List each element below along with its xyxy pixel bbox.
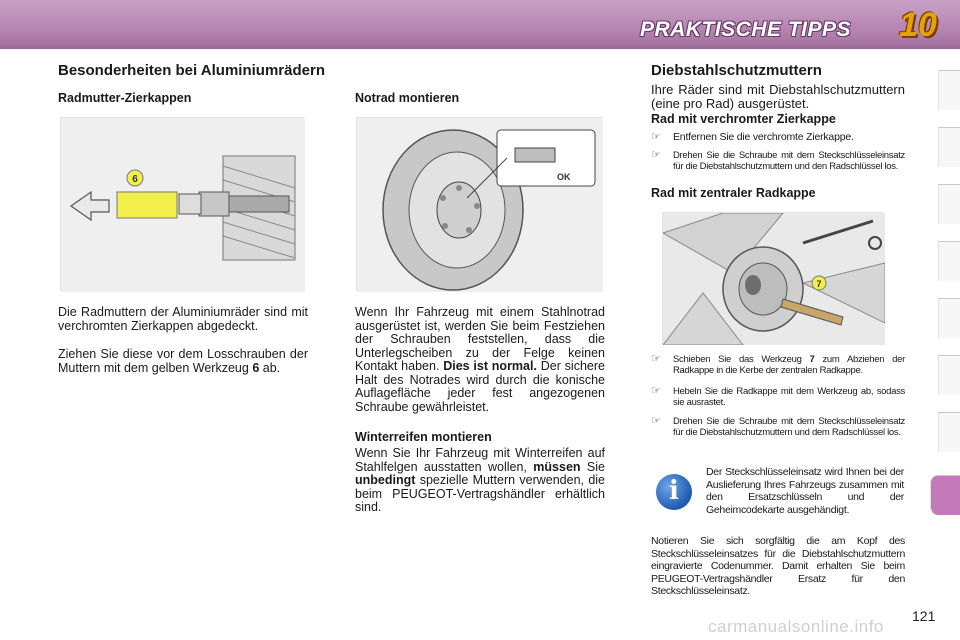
nut-caps-heading: Radmutter-Zierkappen xyxy=(58,91,192,105)
nut-cap-illustration xyxy=(60,117,304,291)
winter-tyres-paragraph: Wenn Sie Ihr Fahrzeug mit Winterreifen auf Stahlfelgen ausstatten wollen, müssen Sie unbedingt spezielle Muttern verwenden, die beim PEUGEOT-Vertragshändler erhältlich sind. xyxy=(355,446,605,514)
chapter-tab[interactable] xyxy=(938,241,960,281)
spare-wheel-paragraph: Wenn Ihr Fahrzeug mit einem Stahlnotrad ausgerüstet ist, werden Sie beim Festziehen der Schrauben feststellen, dass die Unterlegscheiben zu der Felge keinen Kontakt haben. Dies ist normal. Der sichere Halt des Notrades wird durch die konische Auflagefläche jeder fest angezogenen Schraube gewährleistet. xyxy=(355,305,605,414)
anti-theft-nuts-heading: Diebstahlschutzmuttern xyxy=(651,62,822,79)
page-number: 121 xyxy=(912,608,936,624)
nut-caps-paragraph-1: Die Radmuttern der Aluminiumräder sind mit verchromten Zierkappen abgedeckt. xyxy=(58,305,308,333)
spare-wheel-illustration xyxy=(356,117,602,291)
info-icon: i xyxy=(656,474,692,510)
chapter-tab[interactable] xyxy=(938,412,960,452)
ok-label: OK xyxy=(557,172,571,182)
hubcap-illustration xyxy=(662,212,884,344)
chapter-tab[interactable] xyxy=(938,355,960,395)
spare-wheel-heading: Notrad montieren xyxy=(355,91,460,105)
chapter-tab[interactable] xyxy=(938,70,960,110)
pointing-hand-icon: ☞ xyxy=(651,149,661,161)
pointing-hand-icon: ☞ xyxy=(651,385,661,397)
tool-number-label: 6 xyxy=(132,174,138,185)
chapter-tab-active[interactable] xyxy=(930,475,960,515)
pointing-hand-icon: ☞ xyxy=(651,131,661,143)
tool-number-label: 7 xyxy=(816,279,822,289)
pointing-hand-icon: ☞ xyxy=(651,415,661,427)
chapter-tabs xyxy=(936,70,960,570)
central-cap-heading: Rad mit zentraler Radkappe xyxy=(651,186,816,200)
pointing-hand-icon: ☞ xyxy=(651,353,661,365)
bullet-insert-tool: ☞ Schieben Sie das Werkzeug 7 zum Abziehen der Radkappe in die Kerbe der zentralen Radkappe. xyxy=(651,353,905,376)
chapter-number: 10 xyxy=(899,6,937,44)
watermark: carmanualsonline.info xyxy=(708,617,884,636)
chapter-tab[interactable] xyxy=(938,127,960,167)
code-note: Notieren Sie sich sorgfältig die am Kopf des Steckschlüsseleinsatzes für die Diebstahlschutzmuttern eingravierte Codenummer. Damit erhalten Sie beim PEUGEOT-Vertragshändler Ersatz für den Steckschlüsseleinsatz. xyxy=(651,535,905,597)
header-line xyxy=(0,46,960,49)
bullet-lever-cap: ☞ Hebeln Sie die Radkappe mit dem Werkzeug ab, sodass sie ausrastet. xyxy=(651,385,905,408)
anti-theft-intro: Ihre Räder sind mit Diebstahlschutzmuttern (eine pro Rad) ausgerüstet. xyxy=(651,82,905,111)
bullet-remove-cap: ☞ Entfernen Sie die verchromte Zierkappe. xyxy=(651,131,854,143)
aluminium-wheels-heading: Besonderheiten bei Aluminiumrädern xyxy=(58,62,325,79)
bullet-unscrew-2: ☞ Drehen Sie die Schraube mit dem Steckschlüsseleinsatz für die Diebstahlschutzmuttern und dem Radschlüssel los. xyxy=(651,415,905,438)
section-title: PRAKTISCHE TIPPS xyxy=(640,18,852,41)
chrome-cap-heading: Rad mit verchromter Zierkappe xyxy=(651,112,836,126)
chapter-tab[interactable] xyxy=(938,298,960,338)
info-text: Der Steckschlüsseleinsatz wird Ihnen bei der Auslieferung Ihres Fahrzeugs zusammen mit den Ersatzschlüsseln und der Geheimcodekarte ausgehändigt. xyxy=(706,466,904,516)
chapter-tab[interactable] xyxy=(938,184,960,224)
bullet-unscrew-1: ☞ Drehen Sie die Schraube mit dem Steckschlüsseleinsatz für die Diebstahlschutzmuttern und den Radschlüssel los. xyxy=(651,149,905,172)
winter-tyres-heading: Winterreifen montieren xyxy=(355,430,492,444)
nut-caps-paragraph-2: Ziehen Sie diese vor dem Losschrauben der Muttern mit dem gelben Werkzeug 6 ab. xyxy=(58,347,308,375)
